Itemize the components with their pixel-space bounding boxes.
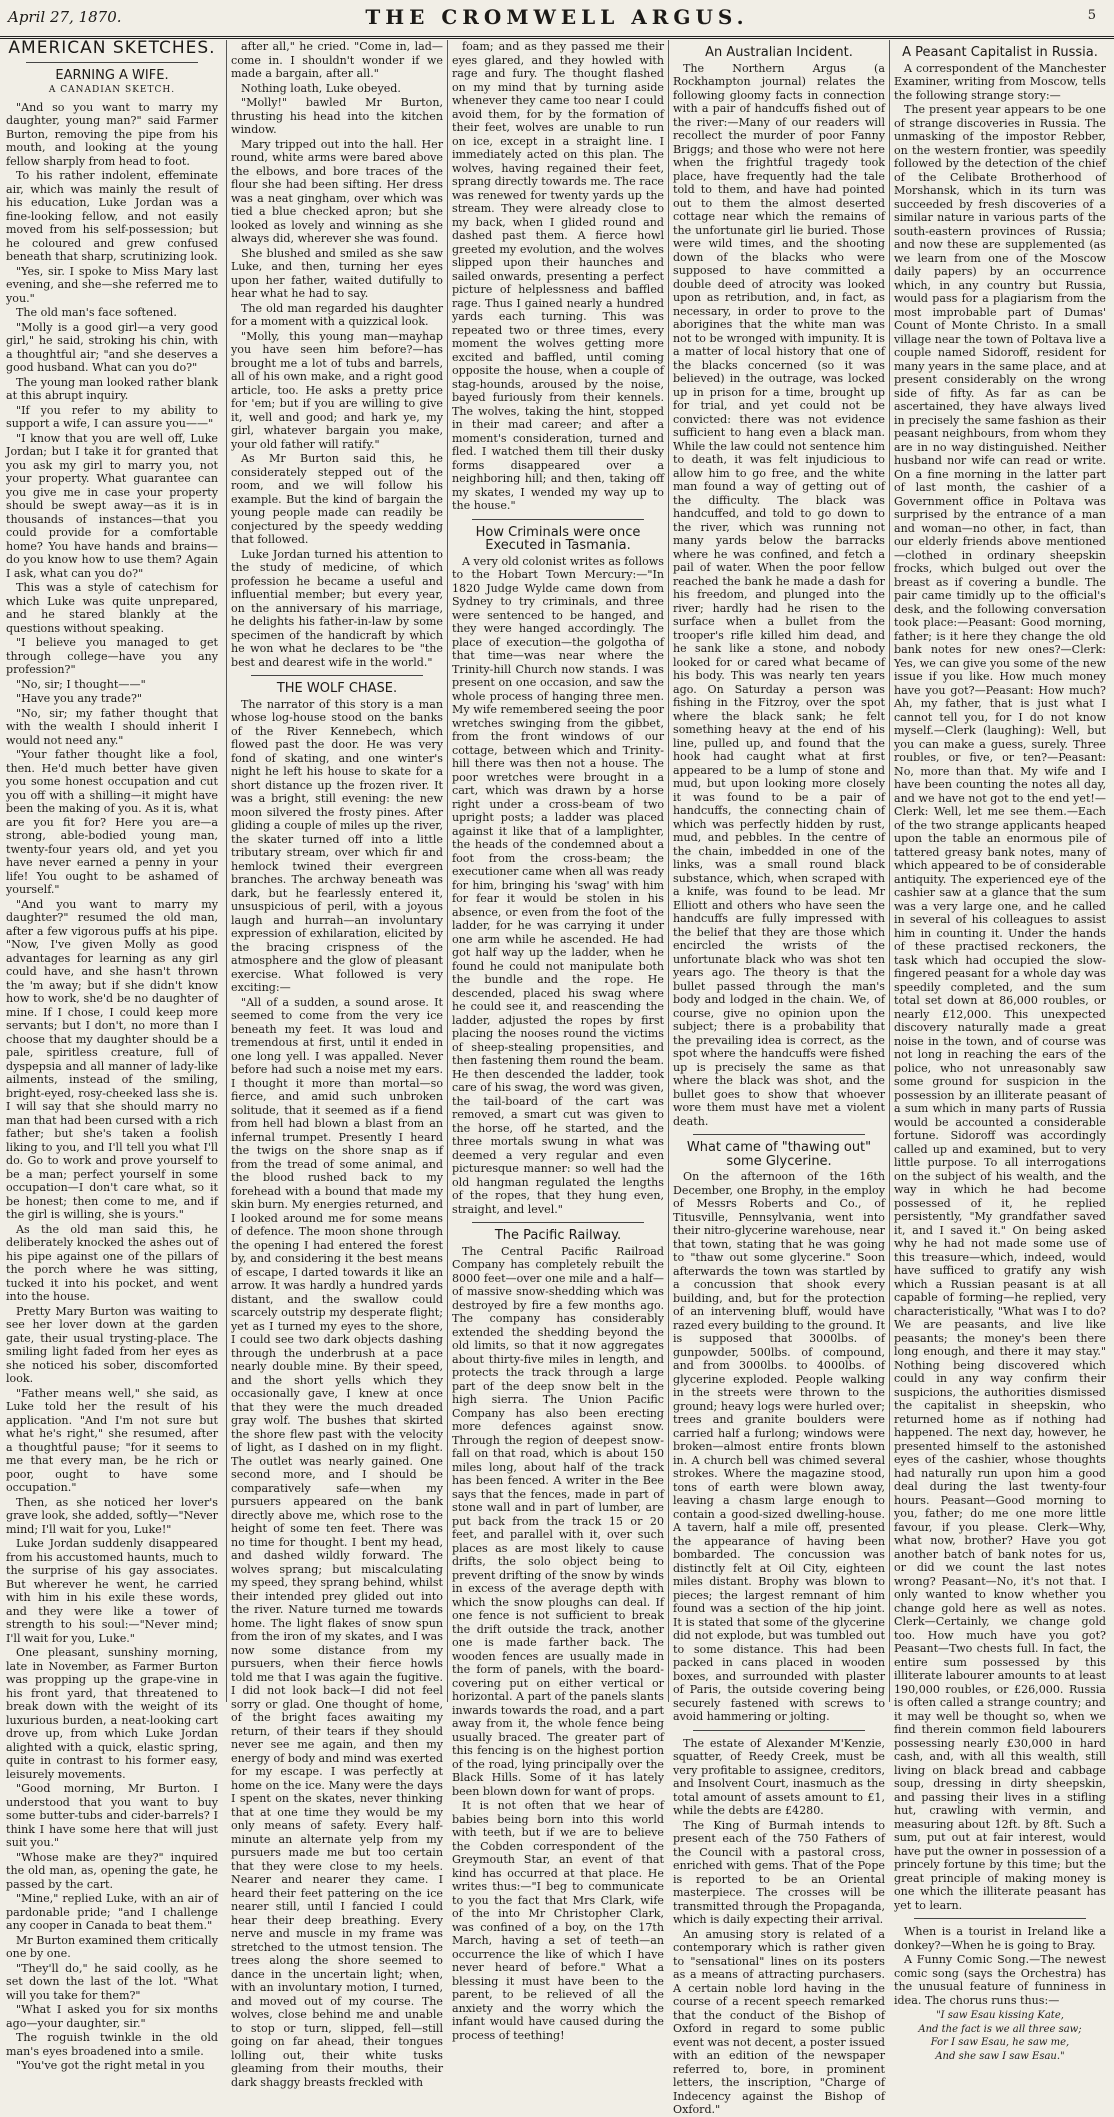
article-body [231, 698, 443, 2090]
article-headline: The Pacific Railway. [494, 1228, 622, 1243]
paragraph: "Yes, sir. I spoke to Miss Mary last evening, and she—she referred me to you." [6, 264, 218, 305]
paragraph: Luke Jordan suddenly disappeared from his accustomed haunts, much to the surprise of his gay associates. But wherever he went, he carried with him in his exile these words, and they were like a tower of strength to his soul:—"Never mind; I'll wait for you, Luke." [6, 1537, 218, 1645]
paragraph: When is a tourist in Ireland like a donkey?—When he is going to Bray. [894, 1925, 1106, 1952]
divider [693, 1134, 865, 1135]
newspaper-title: THE CROMWELL ARGUS. [365, 5, 749, 29]
divider [26, 62, 198, 63]
article-body [894, 1925, 1106, 2007]
column-5 [889, 40, 1106, 2062]
paragraph: The old man regarded his daughter for a moment with a quizzical look. [231, 301, 443, 328]
article-byline: A CANADIAN SKETCH. [48, 85, 176, 95]
paragraph: "No, sir; I thought——" [16, 677, 146, 691]
paragraph: "I believe you managed to get through college—have you any profession?" [6, 636, 218, 676]
paragraph: A Funny Comic Song.—The newest comic song (says the Orchestra) has the unusual feature of funniness in idea. The chorus runs thus:— [894, 1953, 1106, 2007]
paragraph: "If you refer to my ability to support a wife, I can assure you——" [6, 403, 218, 430]
paragraph: A correspondent of the Manchester Examiner, writing from Moscow, tells the following strange story:— [894, 61, 1106, 102]
paragraph: Mr Burton examined them critically one by one. [6, 1933, 218, 1960]
article-body [673, 1737, 885, 2117]
paragraph: "And you want to marry my daughter?" resumed the old man, after a few vigorous puffs at his pipe. "Now, I've given Molly as good advantages for learning as any girl could have, and she hasn't thrown the 'm away; but if she didn't know how to work, she'd be no daughter of mine. If I chose, I could keep more servants; but I don't, no more than I choose that my daughter should be a pale, spiritless creature, full of dyspepsia and all manner of lady-like ailments, instead of the smiling, bright-eyed, rosy-cheeked lass she is. I will say that she should marry no man that had been cursed with a rich father; but she's taken a foolish liking to you, and I'll tell you what I'll do. Go to work and prove yourself to be a man; perfect yourself in some occupation—I don't care what, so it be honest; then come to me, and if the girl is willing, she is yours." [6, 897, 218, 1221]
divider [472, 1222, 644, 1223]
divider [472, 519, 644, 520]
paragraph: "Good morning, Mr Burton. I understood that you want to buy some butter-tubs and cider-barrels? I think I have some here that will just suit you." [6, 1782, 218, 1849]
paragraph: Then, as she noticed her lover's grave look, she added, softly—"Never mind; I'll wait for you, Luke!" [6, 1495, 218, 1536]
article-body [452, 555, 664, 1217]
paragraph: "Whose make are they?" inquired the old man, as, opening the gate, he passed by the cart. [6, 1850, 218, 1891]
verse-line: For I saw Esau, he saw me, [930, 2037, 1070, 2048]
series-title: AMERICAN SKETCHES. [8, 38, 216, 58]
paragraph: Nothing loath, Luke obeyed. [241, 81, 401, 95]
paragraph: The narrator of this story is a man whose log-house stood on the banks of the River Kennebech, which flowed past the door. He was very fond of skating, and one winter's night he left his house to skate for a short distance up the frozen river. It was a bright, still evening: the new moon silvered the frosty pines. After gliding a couple of miles up the river, the skater turned off into a little tributary stream, over which fir and hemlock twined their evergreen branches. The archway beneath was dark, but he fearlessly entered it, unsuspicious of peril, with a joyous laugh and hurrah—an involuntary expression of exhilaration, elicited by the bracing crispness of the atmosphere and the glow of pleasant exercise. What followed is very exciting:— [231, 697, 443, 994]
paragraph: "Molly!" bawled Mr Burton, thrusting his head into the kitchen window. [231, 96, 443, 136]
paragraph: As the old man said this, he deliberately knocked the ashes out of his pipe against one of the pillars of the porch where he was sitting, tucked it into his pocket, and went into the house. [6, 1222, 218, 1303]
paragraph: "No, sir; my father thought that with the wealth I should inherit I would not need any." [6, 706, 218, 747]
paragraph: The Northern Argus (a Rockhampton journal) relates the following gloomy facts in connection with a pair of handcuffs fished out of the river:—Many of our readers will recollect the murder of poor Fanny Briggs; and those who were not here when the frightful tragedy took place, have frequently had the tale told to them, and have had pointed out to them the almost deserted cottage near which the remains of the unfortunate girl lie buried. Those were wild times, and the shooting down of the blacks who were supposed to have committed a double deed of atrocity was looked upon as retribution, and, in fact, as necessary, in order to prove to the aborigines that the white man was not to be wronged with impunity. It is a matter of local history that one of the blacks concerned (so it was believed) in the outrage, was locked up in prison for a time, brought up for trial, and yet could not be convicted: there was not evidence sufficient to hang even a black man. While the law could not sentence him to death, it was felt injudicious to allow him to go free, and the white man found a way of getting out of the difficulty. The black was handcuffed, and told to go down to the river, which was running not many yards below the barracks where he was confined, and fetch a pail of water. When the poor fellow reached the bank he made a dash for his freedom, and plunged into the river; hardly had he risen to the surface when a bullet from the trooper's rifle killed him dead, and he sank like a stone, and nobody looked for or cared what became of his body. This was nearly ten years ago. On Saturday a person was fishing in the Fitzroy, over the spot where the black sank; he felt something heavy at the end of his line, pulled up, and found that the hook had caught what at first appeared to be a lump of stone and mud, but upon looking more closely it was found to be a pair of handcuffs, the connecting chain of which was perfectly hidden by rust, mud, and pebbles. In the centre of the chain, imbedded in one of the links, was a small round black substance, which, when scraped with a knife, was found to be lead. Mr Elliott and others who have seen the handcuffs are fully impressed with the belief that they are those which encircled the wrists of the unfortunate black who was shot ten years ago. The theory is that the bullet passed through the man's body and lodged in the chain. We, of course, give no opinion upon the subject; there is a probability that the prevailing idea is correct, as the spot where the handcuffs were fished up is precisely the same as that where the black was shot, and the bullet goes to show that whoever wore them must have met a violent death. [673, 61, 885, 1128]
column-3 [447, 40, 664, 2042]
paragraph: The Central Pacific Railroad Company has completely rebuilt the 8000 feet—over one mile and a half—of massive snow-shedding which was destroyed by fire a few months ago. The company has considerably extended the shedding beyond the old limits, so that it now aggregates about thirty-five miles in length, and protects the track through a large part of the deep snow belt in the high sierra. The Union Pacific Company has also been erecting more defences against snow. Through the region of deepest snow-fall on that road, which is about 150 miles long, about half of the track has been fenced. A writer in the Bee says that the fences, made in part of stone wall and in part of lumber, are put back from the track 15 or 20 feet, and parallel with it, over such places as are most likely to cause drifts, the solo object being to prevent drifting of the snow by winds in excess of the average depth with which the snow ploughs can deal. If one fence is not sufficient to break the drift outside the track, another one is made farther back. The wooden fences are usually made in the form of panels, with the board-covering put on either vertical or horizontal. A part of the panels slants inwards towards the road, and a part away from it, the whole fence being usually braced. The greater part of this fencing is on the highest portion of the road, lying principally over the Black Hills. Some of it has lately been blown down for want of props. [452, 1244, 664, 1798]
paragraph: A very old colonist writes as follows to the Hobart Town Mercury:—"In 1820 Judge Wylde came down from Sydney to try criminals, and three were sentenced to be hanged, and they were hanged accordingly. The place of execution—the golgotha of that time—was near where the Trinity-hill Church now stands. I was present on one occasion, and saw the whole process of hanging three men. My wife remembered seeing the poor wretches swinging from the gibbet, from the front windows of our cottage, between which and Trinity-hill there was then not a house. The poor wretches were brought in a cart, which was drawn by a horse right under a cross-beam of two upright posts; a ladder was placed against it like that of a lamplighter, the heads of the condemned about a foot from the cross-beam; the executioner came when all was ready for him, bringing his 'swag' with him for fear it would be stolen in his absence, or even from the foot of the ladder, for he was carrying it under one arm while he ascended. He had got half way up the ladder, when he found he could not manipulate both the bundle and the rope. He descended, placed his swag where he could see it, and reascending the ladder, adjusted the ropes by first placing the nooses round the victims of sheep-stealing propensities, and then fastening them round the beam. He then descended the ladder, took care of his swag, the word was given, the tail-board of the cart was removed, a smart cut was given to the horse, off he started, and the three mortals swung in what was deemed a very regular and even picturesque manner: so well had the old hangman regulated the lengths of the ropes, that they hung even, straight, and level." [452, 554, 664, 1216]
paragraph: "I know that you are well off, Luke Jordan; but I take it for granted that you ask my girl to marry you, not your property. What guarantee can you give me in case your property should be swept away—as it is in thousands of instances—that you could provide for a comfortable home? You have hands and brains—do you know how to use them? Again I ask, what can you do?" [6, 431, 218, 580]
divider [914, 1918, 1086, 1919]
paragraph: An amusing story is related of a contemporary which is rather given to "sensational" lines on its posters as a means of attracting purchasers. A certain noble lord having in the course of a recent speech remarked that the conduct of the Bishop of Oxford in regard to some public event was not decent, a poster issued with an edition of the newspaper referred to, bore, in prominent letters, the inscription, "Charge of Indecency against the Bishop of Oxford." [673, 1927, 885, 2116]
verse-line: "I saw Esau kissing Kate, [936, 2010, 1064, 2021]
paragraph: "What I asked you for six months ago—your daughter, sir." [6, 2003, 218, 2030]
article-headline: A Peasant Capitalist in Russia. [902, 45, 1098, 60]
column-1 [6, 38, 219, 2072]
paragraph: "And so you want to marry my daughter, young man?" said Farmer Burton, removing the pipe from his mouth, and looking at the young fellow sharply from head to foot. [6, 100, 218, 168]
paragraph: foam; and as they passed me their eyes glared, and they howled with rage and fury. The thought flashed on my mind that by turning aside whenever they came too near I could avoid them, for by the formation of their feet, wolves are unable to run on ice, except in a straight line. I immediately acted on this plan. The wolves, having regained their feet, sprang directly towards me. The race was renewed for twenty yards up the stream. They were already close to my back, when I glided round and dashed past them. A fierce howl greeted my evolution, and the wolves slipped upon their haunches and sailed onwards, presenting a perfect picture of helplessness and baffled rage. Thus I gained nearly a hundred yards each turning. This was repeated two or three times, every moment the wolves getting more excited and baffled, until coming opposite the house, when a couple of stag-hounds, aroused by the noise, bayed furiously from their kennels. The wolves, taking the hint, stopped in their mad career; and after a moment's consideration, turned and fled. I watched them till their dusky forms disappeared over a neighboring hill; and then, taking off my skates, I wended my way up to the house." [452, 40, 664, 512]
paragraph: She blushed and smiled as she saw Luke, and then, turning her eyes upon her father, waited dutifully to hear what he had to say. [231, 246, 443, 300]
article-body [673, 1170, 885, 1724]
paragraph: Mary tripped out into the hall. Her round, white arms were bared above the elbows, and bore traces of the flour she had been sifting. Her dress was a neat gingham, over which was tied a blue checked apron; but she looked as lovely and winning as she always did, wherever she was found. [231, 137, 443, 245]
verse-line: And the fact is we all three saw; [918, 2023, 1082, 2035]
divider [693, 1730, 865, 1731]
paragraph: To his rather indolent, effeminate air, which was mainly the result of his education, Luke Jordan was a fine-looking fellow, and not easily moved from his self-possession; but he coloured and grew confused beneath that sharp, scrutinizing look. [6, 169, 218, 263]
masthead [0, 0, 1114, 39]
article-body [673, 62, 885, 1129]
paragraph: "They'll do," he said coolly, as he set down the last of the lot. "What will you take for them?" [6, 1961, 218, 2002]
paragraph: "Molly, this young man—mayhap you have seen him before?—has brought me a lot of tubs and barrels, all of his own make, and a right good article, too. He asks a pretty price for 'em; but if you are willing to give it, well and good; and hark ye, my girl, whatever bargain you make, your old father will ratify." [231, 329, 443, 451]
article-body [894, 62, 1106, 1913]
article-body [6, 101, 218, 2073]
page-number: 5 [1087, 8, 1096, 23]
paragraph: The present year appears to be one of strange discoveries in Russia. The unmasking of the impostor Rebber, on the western frontier, was speedily followed by the detection of the chief of the Celibate Brotherhood of Morshansk, which in its turn was succeeded by fresh discoveries of a similar nature in various parts of the south-eastern provinces of Russia; and now these are supplemented (as we learn from one of the Moscow daily papers) by an occurrence which, in any country but Russia, would pass for a plagiarism from the most improbable part of Dumas' Count of Monte Christo. In a small village near the town of Poltava live a couple named Sidoroff, resident for many years in the same place, and at present considerably on the wrong side of fifty. As far as can be ascertained, they have always lived in precisely the same fashion as their peasant neighbours, from whom they are in no way distinguished. Neither husband nor wife can read or write. On a fine morning in the latter part of last month, the cashier of a Government office in Poltava was surprised by the entrance of a man and woman—no other, in fact, than our elderly friends above mentioned—clothed in ordinary sheepskin frocks, which bulged out over the breast as if covering a bundle. The pair came timidly up to the official's desk, and the following conversation took place:—Peasant: Good morning, father; is it here they change the old bank notes for new ones?—Clerk: Yes, we can give you some of the new issue if you like. How much money have you got?—Peasant: How much? Ah, my father, that is just what I cannot tell you, for I do not know myself.—Clerk (laughing): Well, but you can make a guess, surely. Three roubles, or five, or ten?—Peasant: No, more than that. My wife and I have been counting the notes all day, and we have not got to the end yet!—Clerk: Well, let me see them.—Each of the two strange applicants heaped upon the table an enormous pile of tattered greasy bank notes, many of which appeared to be of considerable antiquity. The experienced eye of the cashier saw at a glance that the sum was a very large one, and he called in several of his colleagues to assist him in counting it. Under the hands of these practised reckoners, the task which had occupied the slow-fingered peasant for a whole day was speedily completed, and the sum total set down at 86,000 roubles, or nearly £12,000. This unexpected discovery naturally made a great noise in the town, and of course was not long in reaching the ears of the police, who not unreasonably saw some ground for suspicion in the possession by an illiterate peasant of a sum which in many parts of Russia would be accounted a considerable fortune. Sidoroff was accordingly called up and examined, but to very little purpose. To all interrogations on the subject of his wealth, and the way in which he had become possessed of it, he replied persistently, "My grandfather saved it, and I saved it." On being asked why he had not made some use of this treasure—which, indeed, would have sufficed to gratify any wish which a Russian peasant is at all capable of forming—he replied, very characteristically, "What was I to do? We are peasants, and live like peasants; the money's been there long enough, and there it may stay." Nothing being discovered which could in any way confirm their suspicions, the authorities dismissed the capitalist in sheepskin, who returned home as if nothing had happened. The next day, however, he presented himself to the astonished eyes of the cashier, whose thoughts had naturally run upon him a good deal during the last twenty-four hours. Peasant—Good morning to you, father; do me one more little favour, if you please. Clerk—Why, what now, brother? Have you got another batch of bank notes for us, or did we count the last notes wrong? Peasant—No, it's not that. I only wanted to know whether you change gold here as well as notes. Clerk—Certainly, we change gold too. How much have you got? Peasant—Two chests full. In fact, the entire sum possessed by this illiterate labourer amounts to at least 190,000 roubles, or £26,000. Russia is often called a strange country; and it may well be thought so, when we find therein common field labourers possessing nearly £30,000 in hard cash, and, with all this wealth, still living on black bread and cabbage soup, dressing in dirty sheepskin, and passing their lives in a stifling hut, crawling with vermin, and measuring about 12ft. by 8ft. Such a sum, put out at fair interest, would have put the owner in possession of a princely fortune by this time; but the great principle of making money is one which the illiterate peasant has yet to learn. [894, 103, 1106, 1912]
paragraph: Pretty Mary Burton was waiting to see her lover down at the garden gate, their usual trysting-place. The smiling light faded from her eyes as she noticed his sober, discomforted look. [6, 1304, 218, 1385]
article-headline: EARNING A WIFE. [55, 67, 169, 83]
paragraph: The estate of Alexander M'Kenzie, squatter, of Reedy Creek, must be very profitable to assignee, creditors, and Insolvent Court, inasmuch as the total amount of assets amount to £1, while the debts are £4280. [673, 1736, 885, 1817]
paragraph: The young man looked rather blank at this abrupt inquiry. [6, 375, 218, 402]
article-body [452, 40, 664, 513]
paragraph: "Mine," replied Luke, with an air of pardonable pride; "and I challenge any cooper in Canada to beat them." [6, 1892, 218, 1932]
paragraph: "You've got the right metal in you [16, 2059, 205, 2072]
columns [6, 38, 1108, 2116]
article-headline: What came of "thawing out" some Glycerine. [686, 1140, 872, 1169]
paragraph: "All of a sudden, a sound arose. It seemed to come from the very ice beneath my feet. It was loud and tremendous at first, until it ended in one long yell. I was appalled. Never before had such a noise met my ears. I thought it more than mortal—so fierce, and amid such unbroken solitude, that it seemed as if a fiend from hell had blown a blast from an infernal trumpet. Presently I heard the twigs on the shore snap as if from the tread of some animal, and the blood rushed back to my forehead with a bound that made my skin burn. My energies returned, and I looked around me for some means of defence. The moon shone through the opening I had entered the forest by, and considering it the best means of escape, I darted towards it like an arrow. It was hardly a hundred yards distant, and the swallow could scarcely outstrip my desperate flight; yet as I turned my eyes to the shore, I could see two dark objects dashing through the underbrush at a pace nearly double mine. By their speed, and the short yells which they occasionally gave, I knew at once that they were the much dreaded gray wolf. The bushes that skirted the shore flew past with the velocity of light, as I dashed on in my flight. The outlet was nearly gained. One second more, and I should be comparatively safe—when my pursuers appeared on the bank directly above me, which rose to the height of some ten feet. There was no time for thought. I bent my head, and dashed wildly forward. The wolves sprang; but miscalculating my speed, they sprang behind, whilst their intended prey glided out into the river. Nature turned me towards home. The light flakes of snow spun from the iron of my skates, and I was now some distance from my pursuers, when their fierce howls told me that I was again the fugitive. I did not look back—I did not feel sorry or glad. One thought of home, of the bright faces awaiting my return, of their tears if they should never see me again, and then my energy of body and mind was exerted for my escape. I was perfectly at home on the ice. Many were the days I spent on the skates, never thinking that at one time they would be my only means of safety. Every half-minute an alternate yelp from my pursuers made me but too certain that they were close to my heels. Nearer and nearer they came. I heard their feet pattering on the ice nearer still, until I fancied I could hear their deep breathing. Every nerve and muscle in my frame was stretched to the utmost tension. The trees along the shore seemed to dance in the uncertain light; when, with an involuntary motion, I turned, and moved out of my course. The wolves, close behind me and unable to stop or turn, slipped, fell—still going on far ahead, their tongues lolling out, their white tusks gleaming from their mouths, their dark shaggy breasts freckled with [231, 995, 443, 2089]
paragraph: The old man's face softened. [16, 306, 177, 319]
paragraph: As Mr Burton said this, he considerately stepped out of the room, and we will follow his example. But the kind of bargain the young people made can readily be conjectured by the speedy wedding that followed. [231, 452, 443, 546]
paragraph: "Your father thought like a fool, then. He'd much better have given you some honest occupation and cut you off with a shilling—it might have been the making of you. As it is, what are you fit for? Here you are—a strong, able-bodied young man, twenty-four years old, and yet you have never earned a penny in your life! You ought to be ashamed of yourself." [6, 748, 219, 896]
divider [251, 675, 423, 676]
paragraph: It is not often that we hear of babies being born into this world with teeth, but if we are to believe the Cobden correspondent of the Greymouth Star, an event of that kind has occurred at that place. He writes thus:—"I beg to communicate to you the fact that Mrs Clark, wife of the into Mr Christopher Clark, was confined of a boy, on the 17th March, having a set of teeth—an occurrence the like of which I have never heard of before." What a blessing it must have been to the parent, to be relieved of all the anxiety and the worry which the infant would have caused during the process of teething! [452, 1799, 664, 2042]
song-chorus [894, 2009, 1106, 2063]
paragraph: "Have you any trade?" [16, 692, 143, 705]
column-4 [668, 40, 885, 2116]
paragraph: One pleasant, sunshiny morning, late in November, as Farmer Burton was propping up the grape-vine in his front yard, that threatened to break down with the weight of its luxurious burden, a neat-looking cart drove up, from which Luke Jordan alighted with a quick, elastic spring, quite in contrast to his former easy, leisurely movements. [6, 1646, 218, 1781]
article-body [231, 40, 443, 669]
paragraph: On the afternoon of the 16th December, one Brophy, in the employ of Messrs Roberts and Co., of Titusville, Pennsylvania, went into their nitro-glycerine warehouse, near that town, stating that he was going to "thaw out some glycerine." Soon afterwards the town was startled by a concussion that shook every building, and, but for the protection of an intervening bluff, would have razed every building to the ground. It is supposed that 3000lbs. of gunpowder, 500lbs. of compound, and from 3000lbs. to 4000lbs. of glycerine exploded. People walking in the streets were thrown to the ground; heavy logs were hurled over; trees and granite boulders were carried half a furlong; windows were broken—almost entire fronts blown in. A church bell was chimed several strokes. Where the magazine stood, tons of earth were blown away, leaving a chasm large enough to contain a good-sized dwelling-house. A tavern, half a mile off, presented the appearance of having been bombarded. The concussion was distinctly felt at Oil City, eighteen miles distant. Brophy was blown to pieces; the largest remnant of him found was a section of the hip joint. It is stated that some of the glycerine did not explode, but was tumbled out to some distance. This had been packed in cans placed in wooden boxes, and surrounded with plaster of Paris, the outside covering being securely fastened with screws to avoid hammering or jolting. [673, 1170, 885, 1723]
issue-date: April 27, 1870. [8, 8, 122, 26]
paragraph: "Father means well," she said, as Luke told her the result of his application. "And I'm not sure but what he's right," she resumed, after a thoughtful pause; "for it seems to me that every man, be he rich or poor, ought to have some occupation." [6, 1386, 218, 1494]
paragraph: "Molly is a good girl—a very good girl," he said, stroking his chin, with a thoughtful air; "and she deserves a good husband. What can you do?" [6, 320, 218, 374]
paragraph: The roguish twinkle in the old man's eyes broadened into a smile. [6, 2031, 218, 2058]
paragraph: after all," he cried. "Come in, lad—come in. I shouldn't wonder if we made a bargain, after all." [231, 40, 443, 80]
verse-line: And she saw I saw Esau." [935, 2050, 1065, 2062]
article-headline: How Criminals were once Executed in Tasmania. [475, 524, 641, 553]
paragraph: The King of Burmah intends to present each of the 750 Fathers of the Council with a pastoral cross, enriched with gems. That of the Pope is reported to be an Oriental masterpiece. The crosses will be transmitted through the Propaganda, which is daily expecting their arrival. [673, 1818, 885, 1926]
article-headline: An Australian Incident. [705, 45, 853, 60]
paragraph: Luke Jordan turned his attention to the study of medicine, of which profession he became a useful and influential member; but every year, on the anniversary of his marriage, he delights his father-in-law by some specimen of the handicraft by which he won what he declares to be "the best and dearest wife in the world." [231, 547, 443, 669]
column-2 [226, 40, 443, 2089]
paragraph: This was a style of catechism for which Luke was quite unprepared, and he stared blankly at the questions without speaking. [6, 581, 218, 635]
article-body [452, 1245, 664, 2043]
article-headline: THE WOLF CHASE. [276, 681, 398, 696]
